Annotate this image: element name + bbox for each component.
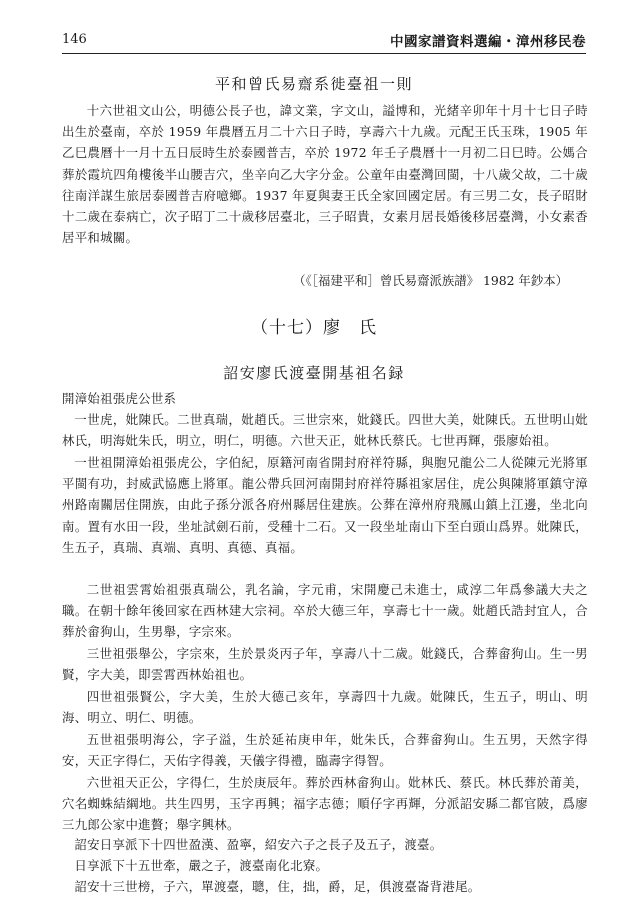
clan-section-title: （十七）廖 氏 (251, 318, 377, 338)
clan-list-title: 詔安廖氏渡臺開基祖名録 (223, 364, 405, 382)
paragraph-fifth-ancestor: 五世祖張明海公，字子溢，生於延祐庚申年，妣朱氏，合葬畲狗山。生五男，天然字得安，天正字得仁，天佑字得義，天儀字得禮，臨壽字得智。 (62, 732, 588, 769)
paragraph-first-ancestor: 一世祖開漳始祖張虎公，字伯紀，原籍河南省開封府祥符縣，與胞兄龍公二人從陳元光將軍平閩有功，封威武協應上將軍。龍公帶兵回河南開封府祥符縣祖家居住，虎公與陳將軍鎮守漳州路南關居住開族，由此子孫分派各府州縣居住建族。公葬在漳州府飛鳳山鎮上江邊，坐北向南。置有水田一段，坐址試劍石前，受種十二石。又一段坐址南山下至白頭山爲界。妣陳氏，生五子，真瑞、真端、真明、真德、真福。 (62, 455, 588, 555)
paragraph-third-ancestor: 三世祖張舉公，字宗來，生於景炎丙子年，享壽八十二歲。妣錢氏，合葬畲狗山。生一男賢，字大美，即雲霄西林始祖也。 (62, 646, 588, 683)
header-rule (62, 53, 586, 54)
page-number: 146 (62, 32, 87, 47)
lineage-heading: 開漳始祖張虎公世系 (62, 391, 177, 406)
paragraph-migration-1: 詔安日享派下十四世盈漢、盈寧，紹安六子之長子及五子，渡臺。 (74, 837, 443, 852)
article-body: 十六世祖文山公，明德公長子也，諱文業，字文山，謚博和，光緒辛卯年十月十七日子時出生於臺南，卒於 1959 年農曆五月二十六日子時，享壽六十九歲。元配王氏玉珠，1905 年乙巳農曆十一月十五日辰時生於泰國普吉，卒於 1972 年壬子農曆十一月初二日巳時。公媽合葬於霞坑四角樓後半山腰吉穴，坐辛向乙大字分金。公童年由臺灣回閩，十八歲父故，二十歲往南洋謀生旅居泰國普吉府噫鄉。1937 年夏與妻王氏全家回國定居。有三男二女，長子昭財十二歲在泰病亡，次子昭丁二十歲移居臺北，三子昭貴，女素月居長婚後移居臺灣，小女素香居平和城關。 (62, 103, 588, 246)
paragraph-second-ancestor: 二世祖雲霄始祖張真瑞公，乳名論，字元甫，宋開慶己未進士，咸淳二年爲參議大夫之職。在朝十餘年後回家在西林建大宗祠。卒於大德三年，享壽七十一歲。妣趙氏誥封宜人，合葬於畲狗山，生男舉，字宗來。 (62, 582, 588, 640)
page-header (62, 30, 586, 56)
paragraph-migration-2: 日享派下十五世牽，嚴之子，渡臺南化北寮。 (74, 858, 329, 873)
source-citation: （《［福建平和］曾氏易齋派族譜》 1982 年鈔本） (293, 273, 568, 288)
article-title: 平和曾氏易齋系徙臺祖一則 (214, 75, 413, 93)
paragraph-sixth-ancestor: 六世祖天正公，字得仁，生於庚辰年。葬於西林畲狗山。妣林氏、蔡氏。林氏葬於莆美，穴名蜘蛛結綱地。共生四男，玉字再興；福字志德；順仔字再輝，分派詔安縣二都官陂，爲廖三九郎公家中進贅；舉字興林。 (62, 775, 588, 833)
paragraph-fourth-ancestor: 四世祖張賢公，字大美，生於大德己亥年，享壽四十九歲。妣陳氏，生五子，明山、明海、明立、明仁、明德。 (62, 689, 588, 726)
paragraph-migration-3: 詔安十三世榜，子六，單渡臺，聰，住，拙，爵，足，俱渡臺崙背港尾。 (74, 879, 481, 894)
running-title: 中國家譜資料選編・漳州移民卷 (390, 34, 586, 50)
paragraph-generations: 一世虎，妣陳氏。二世真瑞，妣趙氏。三世宗來，妣錢氏。四世大美，妣陳氏。五世明山妣林氏，明海妣朱氏，明立，明仁，明德。六世天正，妣林氏蔡氏。七世再輝，張廖始祖。 (62, 412, 588, 449)
